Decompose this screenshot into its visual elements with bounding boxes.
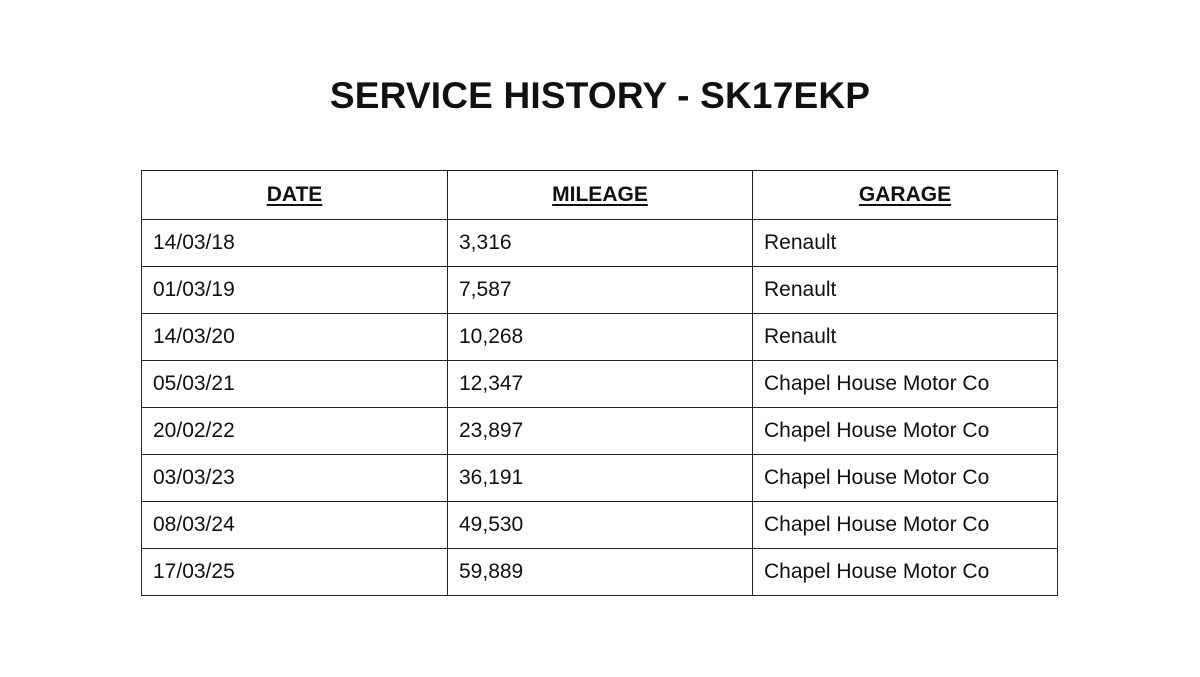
- cell-garage: Chapel House Motor Co: [753, 502, 1058, 549]
- cell-garage: Renault: [753, 220, 1058, 267]
- table-row: [142, 314, 1058, 361]
- cell-date: 17/03/25: [142, 549, 448, 596]
- cell-mileage: 59,889: [448, 549, 753, 596]
- cell-garage: Chapel House Motor Co: [753, 549, 1058, 596]
- cell-date: 20/02/22: [142, 408, 448, 455]
- column-header-garage: GARAGE: [753, 171, 1058, 220]
- cell-mileage: 49,530: [448, 502, 753, 549]
- cell-mileage: 10,268: [448, 314, 753, 361]
- table-row: [142, 502, 1058, 549]
- table-row: [142, 267, 1058, 314]
- cell-date: 08/03/24: [142, 502, 448, 549]
- table-row: [142, 361, 1058, 408]
- cell-garage: Chapel House Motor Co: [753, 408, 1058, 455]
- page-title: SERVICE HISTORY - SK17EKP: [329, 75, 871, 116]
- cell-mileage: 36,191: [448, 455, 753, 502]
- column-header-mileage: MILEAGE: [448, 171, 753, 220]
- cell-mileage: 12,347: [448, 361, 753, 408]
- table-row: [142, 408, 1058, 455]
- cell-date: 14/03/20: [142, 314, 448, 361]
- table-row: [142, 220, 1058, 267]
- service-history-table: [141, 170, 1058, 596]
- column-header-date: DATE: [142, 171, 448, 220]
- cell-garage: Renault: [753, 267, 1058, 314]
- cell-mileage: 7,587: [448, 267, 753, 314]
- table-header-row: [142, 171, 1058, 220]
- cell-date: 03/03/23: [142, 455, 448, 502]
- cell-garage: Chapel House Motor Co: [753, 455, 1058, 502]
- cell-date: 14/03/18: [142, 220, 448, 267]
- cell-garage: Chapel House Motor Co: [753, 361, 1058, 408]
- cell-date: 05/03/21: [142, 361, 448, 408]
- cell-mileage: 3,316: [448, 220, 753, 267]
- table-row: [142, 455, 1058, 502]
- cell-mileage: 23,897: [448, 408, 753, 455]
- cell-garage: Renault: [753, 314, 1058, 361]
- cell-date: 01/03/19: [142, 267, 448, 314]
- table-row: [142, 549, 1058, 596]
